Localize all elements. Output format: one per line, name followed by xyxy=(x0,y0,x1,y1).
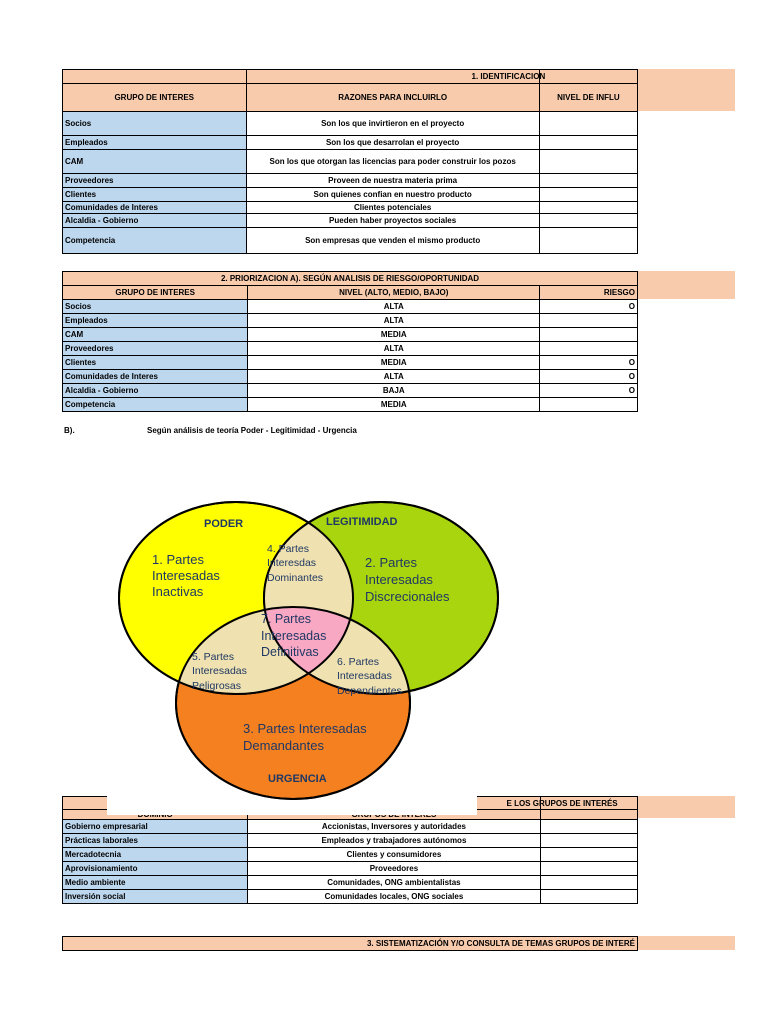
level-cell: MEDIA xyxy=(248,356,540,370)
groups-cell: Accionistas, Inversores y autoridades xyxy=(248,820,540,834)
svg-text:Interesadas: Interesadas xyxy=(337,670,392,682)
poder-label: PODER xyxy=(204,518,244,530)
urgencia-label: URGENCIA xyxy=(268,773,327,785)
domain-section-title: E LOS GRUPOS DE INTERÉS xyxy=(248,797,540,810)
header-grupo: GRUPO DE INTERES xyxy=(63,286,248,300)
svg-text:Peligrosas: Peligrosas xyxy=(192,680,242,692)
group-cell: CAM xyxy=(63,150,247,174)
risk-cell: O xyxy=(540,370,638,384)
svg-text:Dependientes: Dependientes xyxy=(337,685,402,697)
header-nivel: NIVEL DE INFLU xyxy=(539,84,637,112)
group-cell: Empleados xyxy=(63,136,247,150)
group-cell: Alcaldia - Gobierno xyxy=(63,214,247,228)
reason-cell: Son los que invirtieron en el proyecto xyxy=(246,112,539,136)
domain-cell: Inversión social xyxy=(63,890,248,904)
group-cell: Clientes xyxy=(63,188,247,202)
domain-cell: Medio ambiente xyxy=(63,876,248,890)
section-1-title: 1. IDENTIFICACION xyxy=(539,70,637,84)
risk-cell: O xyxy=(540,356,638,370)
groups-cell: Clientes y consumidores xyxy=(248,848,540,862)
group-cell: Competencia xyxy=(63,398,248,412)
risk-cell: O xyxy=(540,384,638,398)
svg-text:Interesdas: Interesdas xyxy=(267,557,317,569)
group-cell: Comunidades de Interes xyxy=(63,202,247,214)
level-cell: ALTA xyxy=(248,370,540,384)
reason-cell: Son los que desarrolan el proyecto xyxy=(246,136,539,150)
header-fill xyxy=(637,936,735,950)
svg-text:Dominantes: Dominantes xyxy=(267,572,324,584)
svg-text:Demandantes: Demandantes xyxy=(243,738,324,753)
svg-text:5. Partes: 5. Partes xyxy=(192,651,235,663)
legitimidad-label: LEGITIMIDAD xyxy=(326,516,398,528)
reason-cell: Clientes potenciales xyxy=(246,202,539,214)
reason-cell: Son quienes confian en nuestro producto xyxy=(246,188,539,202)
level-cell: MEDIA xyxy=(248,398,540,412)
domain-cell: Aprovisionamiento xyxy=(63,862,248,876)
level-cell: ALTA xyxy=(248,342,540,356)
header-grupo: GRUPO DE INTERES xyxy=(63,84,247,112)
header-nivel: NIVEL (ALTO, MEDIO, BAJO) xyxy=(248,286,540,300)
domain-cell: Gobierno empresarial xyxy=(63,820,248,834)
group-cell: Socios xyxy=(63,112,247,136)
svg-text:3. Partes Interesadas: 3. Partes Interesadas xyxy=(243,721,367,736)
group-cell: Socios xyxy=(63,300,248,314)
domain-cell: Prácticas laborales xyxy=(63,834,248,848)
reason-cell: Proveen de nuestra materia prima xyxy=(246,174,539,188)
svg-text:4. Partes: 4. Partes xyxy=(267,543,310,555)
svg-text:Interesadas: Interesadas xyxy=(261,629,327,643)
section-2-title: 2. PRIORIZACION A). SEGÚN ANALISIS DE RIESGO/OPORTUNIDAD xyxy=(63,272,638,286)
section-b-text: Según análisis de teoría Poder - Legitimidad - Urgencia xyxy=(147,426,357,435)
section-3-table xyxy=(62,936,638,951)
groups-cell: Empleados y trabajadores autónomos xyxy=(248,834,540,848)
svg-text:Discrecionales: Discrecionales xyxy=(365,589,450,604)
groups-cell: Comunidades locales, ONG sociales xyxy=(248,890,540,904)
group-cell: Proveedores xyxy=(63,174,247,188)
svg-text:7. Partes: 7. Partes xyxy=(261,612,312,626)
reason-cell: Son los que otorgan las licencias para poder construir los pozos xyxy=(246,150,539,174)
level-cell: ALTA xyxy=(248,300,540,314)
group-cell: CAM xyxy=(63,328,248,342)
header-riesgo: RIESGO xyxy=(540,286,638,300)
svg-text:Definitivas: Definitivas xyxy=(261,645,319,659)
svg-text:Inactivas: Inactivas xyxy=(152,584,204,599)
section-b-label: B). xyxy=(64,426,75,435)
svg-text:Interesadas: Interesadas xyxy=(192,665,247,677)
group-cell: Alcaldia - Gobierno xyxy=(63,384,248,398)
level-cell: BAJA xyxy=(248,384,540,398)
svg-text:Interesadas: Interesadas xyxy=(152,568,220,583)
level-cell: MEDIA xyxy=(248,328,540,342)
level-cell: ALTA xyxy=(248,314,540,328)
svg-text:2. Partes: 2. Partes xyxy=(365,555,418,570)
group-cell: Clientes xyxy=(63,356,248,370)
group-cell: Comunidades de Interes xyxy=(63,370,248,384)
section-3-title: 3. SISTEMATIZACIÓN Y/O CONSULTA DE TEMAS GRUPOS DE INTERÉ xyxy=(63,937,638,951)
groups-cell: Proveedores xyxy=(248,862,540,876)
svg-text:1. Partes: 1. Partes xyxy=(152,552,205,567)
group-cell: Competencia xyxy=(63,228,247,254)
group-cell: Empleados xyxy=(63,314,248,328)
risk-cell: O xyxy=(540,300,638,314)
reason-cell: Pueden haber proyectos sociales xyxy=(246,214,539,228)
reason-cell: Son empresas que venden el mismo producto xyxy=(246,228,539,254)
svg-text:Interesadas: Interesadas xyxy=(365,572,433,587)
svg-text:6. Partes: 6. Partes xyxy=(337,656,380,668)
groups-cell: Comunidades, ONG ambientalistas xyxy=(248,876,540,890)
group-cell: Proveedores xyxy=(63,342,248,356)
domain-cell: Mercadotecnia xyxy=(63,848,248,862)
header-razones: RAZONES PARA INCLUIRLO xyxy=(246,84,539,112)
